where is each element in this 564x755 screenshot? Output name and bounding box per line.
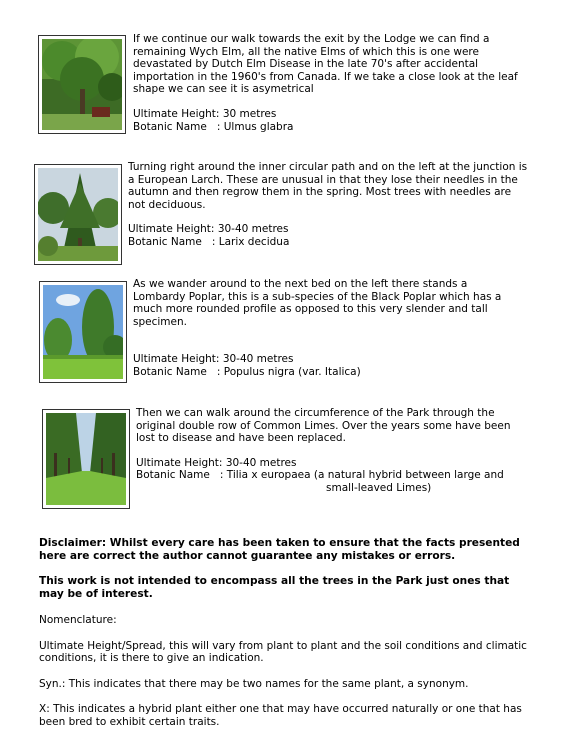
wych-elm-description: If we continue our walk towards the exit by the Lodge we can find a remaining Wych Elm, all the native Elms of which this is one were devastated by Dutch Elm Disease in the late 70's after accidental importation in the 1960's from Canada. If we take a close look at the leaf shape we can see it is asymetrical xyxy=(133,33,518,96)
larch-description: Turning right around the inner circular path and on the left at the junction is a European Larch. These are unusual in that they lose their needles in the autumn and then regrow them in the spring. Most trees with needles are not deciduous. xyxy=(128,161,528,211)
limes-photo xyxy=(42,409,130,509)
disclaimer: Disclaimer: Whilst every care has been taken to ensure that the facts presented here are correct the author cannot guarantee any mistakes or errors. xyxy=(39,537,520,562)
larch-text xyxy=(128,161,528,249)
nomenclature-x-note: X: This indicates a hybrid plant either one that may have occurred naturally or one that has been bred to exhibit certain traits. xyxy=(39,703,522,728)
larch-height: Ultimate Height: 30-40 metres xyxy=(128,223,289,236)
limes-height: Ultimate Height: 30-40 metres xyxy=(136,456,297,469)
wych-elm-botanic: Botanic Name : Ulmus glabra xyxy=(133,120,294,133)
wych-elm-photo xyxy=(38,35,126,134)
poplar-image xyxy=(43,285,123,379)
poplar-text xyxy=(133,278,518,379)
limes-botanic-continued: small-leaved Limes) xyxy=(326,481,432,494)
poplar-description: As we wander around to the next bed on the left there stands a Lombardy Poplar, this is a sub-species of the Black Poplar which has a much more rounded profile as opposed to this very slender and tall specimen. xyxy=(133,278,502,328)
nomenclature-height-note: Ultimate Height/Spread, this will vary from plant to plant and the soil conditions and climatic conditions, it is there to give an indication. xyxy=(39,639,527,665)
footer-notes xyxy=(39,537,531,729)
larch-photo xyxy=(34,164,122,265)
limes-botanic: Botanic Name : Tilia x europaea (a natural hybrid between large and xyxy=(136,469,504,482)
wych-elm-height: Ultimate Height: 30 metres xyxy=(133,107,277,120)
nomenclature-syn-note: Syn.: This indicates that there may be two names for the same plant, a synonym. xyxy=(39,677,469,690)
wych-elm-image xyxy=(42,39,122,130)
limes-image xyxy=(46,413,126,505)
poplar-botanic: Botanic Name : Populus nigra (var. Italica) xyxy=(133,365,361,378)
larch-image xyxy=(38,168,118,261)
larch-botanic: Botanic Name : Larix decidua xyxy=(128,235,290,248)
poplar-photo xyxy=(39,281,127,383)
limes-description: Then we can walk around the circumference of the Park through the original double row of Common Limes. Over the years some have been lost to disease and have been replaced. xyxy=(136,407,511,445)
scope-note: This work is not intended to encompass all the trees in the Park just ones that may be of interest. xyxy=(39,575,510,600)
wych-elm-text xyxy=(133,33,518,133)
poplar-height: Ultimate Height: 30-40 metres xyxy=(133,353,294,366)
limes-text xyxy=(136,407,521,495)
nomenclature-heading: Nomenclature: xyxy=(39,614,117,626)
